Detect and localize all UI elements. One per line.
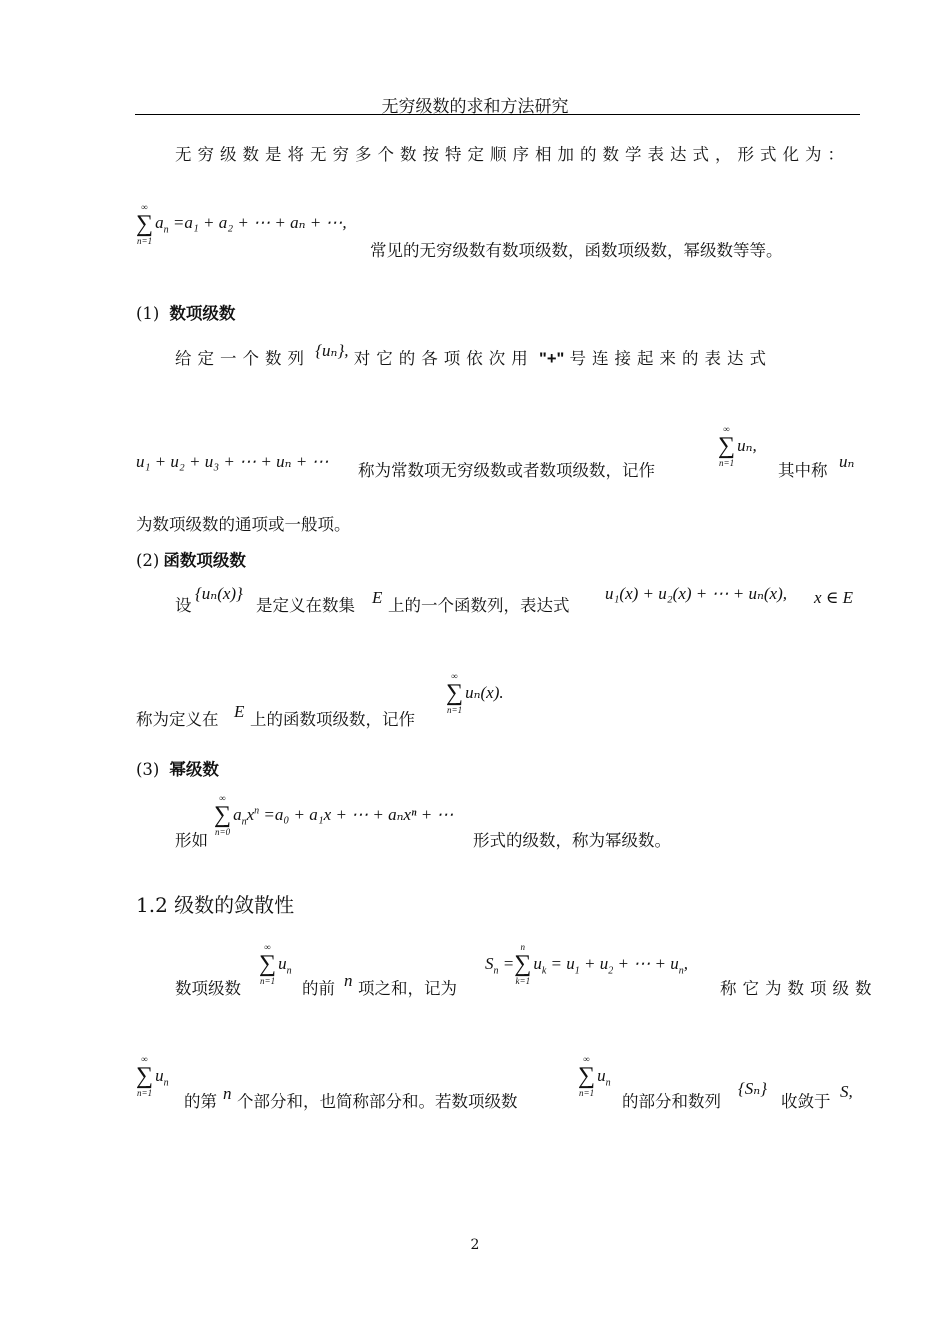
domain-x-in-E: x ∈ E xyxy=(814,588,854,607)
section1-line1: 给定一个数列 {uₙ}, 对它的各项依次用 "+" 号连接起来的表达式 xyxy=(175,341,773,368)
sum-symbol: ∞ ∑ n=1 xyxy=(136,1054,154,1098)
sum-symbol: ∞ ∑ n=1 xyxy=(136,202,154,246)
series-notation: ∞ ∑ n=1 $u_n$ xyxy=(578,1054,611,1098)
limit-S: S, xyxy=(840,1082,853,1101)
section12-p1-a: 数项级数 xyxy=(175,979,241,998)
sum-symbol: n ∑ k=1 xyxy=(514,942,532,986)
section12-p1-b: 的前 xyxy=(302,979,335,998)
intro-formula-tail: =a₁ + a₂ + ⋯ + aₙ + ⋯, xyxy=(172,212,347,232)
partial-sum-formula: $S_n$ = n ∑ k=1 $u_k = u_1 + u_2$ + ⋯ + $u_n$, xyxy=(485,942,688,986)
intro-text: 无穷级数是将无穷多个数按特定顺序相加的数学表达式，形式化为： xyxy=(175,145,850,164)
function-expression: u₁(x) + u₂(x) + ⋯ + uₙ(x), xyxy=(605,584,787,603)
sum-symbol: ∞ ∑ n=1 xyxy=(718,424,736,468)
sum-symbol: ∞ ∑ n=1 xyxy=(446,671,464,715)
section1-line2-a: 称为常数项无穷级数或者数项级数，记作 xyxy=(358,461,655,480)
section1-heading: (1) 数项级数 xyxy=(136,304,236,323)
section-title: 1.2 级数的敛散性 xyxy=(136,893,295,917)
function-sequence: {uₙ(x)} xyxy=(195,584,243,603)
section3-line-b: 形式的级数，称为幂级数。 xyxy=(473,831,671,850)
section12-p1-c: 项之和，记为 xyxy=(358,979,457,998)
plus-sign: "+" xyxy=(539,350,565,368)
header-title: 无穷级数的求和方法研究 xyxy=(381,97,569,117)
sequence-un: {uₙ}, xyxy=(315,341,349,360)
series-notation: ∞ ∑ n=1 $u_n$ xyxy=(259,942,292,986)
section12-p2-d: 收敛于 xyxy=(781,1092,831,1111)
sequence-Sn: {Sₙ} xyxy=(738,1079,767,1098)
intro-formula: ∞ ∑ n=1 $a_n =a_1 + a_2$ + ⋯ + aₙ + ⋯, xyxy=(136,202,347,246)
sum-symbol: ∞ ∑ n=0 xyxy=(214,793,232,837)
var-n: n xyxy=(344,971,353,990)
intro-after: 常见的无穷级数有数项级数，函数项级数，幂级数等等。 xyxy=(370,241,783,260)
set-E: E xyxy=(234,702,245,721)
series-expression: u₁ + u₂ + u₃ + ⋯ + uₙ + ⋯ xyxy=(136,452,329,471)
power-series-formula: ∞ ∑ n=0 $a_nx^n =a_0 + a_1x$ + ⋯ + aₙxⁿ + ⋯ xyxy=(214,793,454,837)
section3-heading: (3) 幂级数 xyxy=(136,760,219,779)
sum-symbol: ∞ ∑ n=1 xyxy=(259,942,277,986)
section12-p2-c: 的部分和数列 xyxy=(622,1092,721,1111)
section2-line1-a: 设 xyxy=(175,596,192,615)
section2-line2-b: 上的函数项级数，记作 xyxy=(250,710,415,729)
section2-line1-c: 上的一个函数列，表达式 xyxy=(388,596,570,615)
section2-line1-b: 是定义在数集 xyxy=(256,596,355,615)
section12-p1-d: 称它为数项级数 xyxy=(720,979,878,998)
term-un: uₙ xyxy=(839,452,855,471)
section2-notation: ∞ ∑ n=1 uₙ(x). xyxy=(446,671,504,715)
set-E: E xyxy=(372,588,383,607)
sum-symbol: ∞ ∑ n=1 xyxy=(578,1054,596,1098)
var-n: n xyxy=(223,1084,232,1103)
section3-line-a: 形如 xyxy=(175,831,208,850)
section1-notation: ∞ ∑ n=1 uₙ, xyxy=(718,424,757,468)
header-rule xyxy=(135,114,860,115)
section12-p2-a: 的第 xyxy=(184,1092,217,1111)
section12-p2-b: 个部分和，也简称部分和。若数项级数 xyxy=(237,1092,518,1111)
series-notation: ∞ ∑ n=1 $u_n$ xyxy=(136,1054,169,1098)
section2-line2-a: 称为定义在 xyxy=(136,710,219,729)
section2-heading: (2) 函数项级数 xyxy=(136,551,246,570)
page-number: 2 xyxy=(470,1237,480,1253)
section1-line2-b: 其中称 xyxy=(778,461,828,480)
section1-line3: 为数项级数的通项或一般项。 xyxy=(136,515,351,534)
